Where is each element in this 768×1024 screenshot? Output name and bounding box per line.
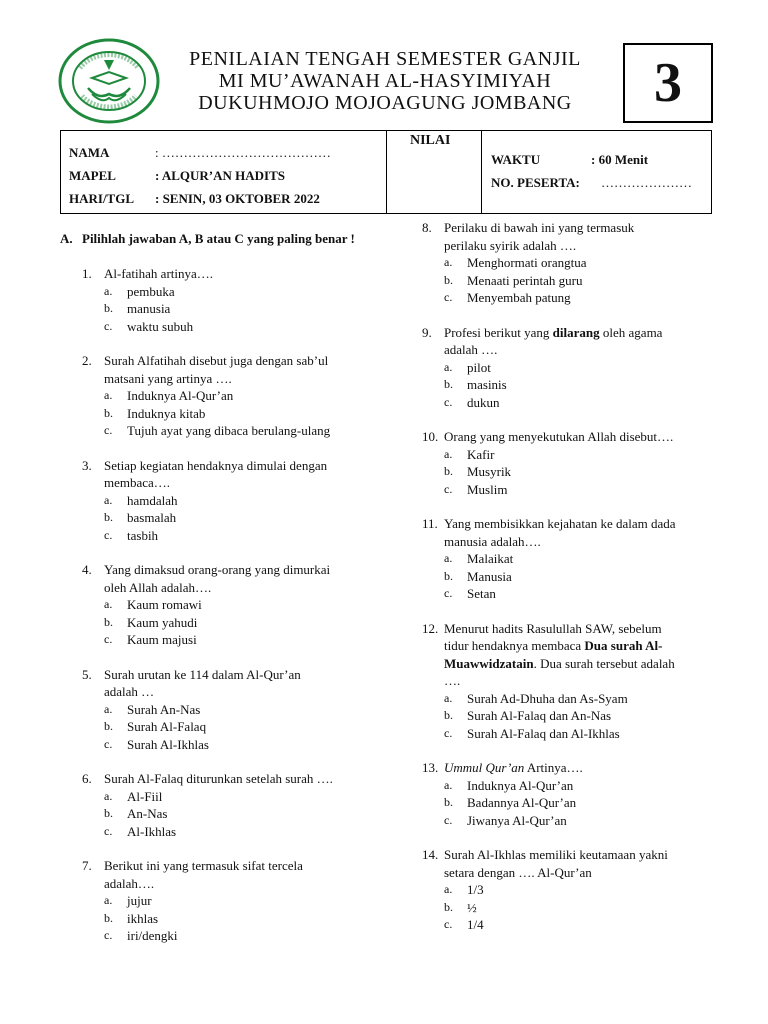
answer-option[interactable] (82, 910, 382, 928)
question-number: 7. (82, 858, 92, 873)
option-letter: c. (444, 290, 453, 304)
question-number: 3. (82, 457, 92, 473)
waktu-value: : 60 Menit (591, 152, 649, 167)
peserta-label: NO. PESERTA: (491, 175, 580, 190)
question-item (422, 846, 722, 934)
question-text (82, 666, 382, 701)
answer-option[interactable] (422, 812, 722, 830)
question-body (422, 620, 722, 690)
question-line: …. (444, 673, 461, 688)
option-letter: c. (104, 527, 113, 542)
question-line: matsani yang artinya …. (104, 370, 232, 386)
option-letter: c. (444, 394, 453, 409)
option-text: Induknya Al-Qur’an (127, 388, 234, 403)
hari-value: : SENIN, 03 OKTOBER 2022 (155, 191, 320, 206)
question-text (82, 352, 382, 387)
question-item (422, 759, 722, 829)
question-line (444, 324, 722, 342)
question-body (82, 857, 382, 892)
answer-option[interactable] (82, 283, 382, 301)
student-info-box (60, 130, 712, 214)
option-text: Manusia (467, 568, 512, 584)
option-letter: b. (444, 377, 453, 391)
option-letter: b. (444, 464, 453, 478)
school-logo (58, 38, 160, 124)
option-letter: b. (104, 614, 113, 629)
question-body (422, 846, 722, 881)
option-letter: b. (104, 510, 113, 524)
answer-option[interactable] (422, 550, 722, 568)
text-span: . Dua surah tersebut adalah (533, 655, 675, 671)
option-text: Surah Ad-Dhuha dan As-Syam (467, 690, 628, 706)
option-letter: a. (104, 597, 113, 611)
question-line (444, 637, 722, 655)
answer-option[interactable] (82, 405, 382, 423)
option-text: Menaati perintah guru (467, 272, 583, 288)
answer-option[interactable] (82, 788, 382, 806)
option-text: pilot (467, 359, 491, 375)
option-letter: a. (104, 893, 113, 907)
page-number: 3 (654, 52, 682, 114)
questions-right-column (422, 219, 722, 951)
question-text (82, 457, 382, 492)
option-letter: c. (104, 736, 113, 751)
hari-label: HARI/TGL (69, 191, 135, 206)
question-text (82, 561, 382, 596)
option-text: Muslim (467, 481, 508, 497)
question-line (444, 655, 722, 673)
option-text: Kaum majusi (127, 632, 197, 647)
question-line: Orang yang menyekutukan Allah disebut…. (444, 429, 674, 444)
question-line: Surah urutan ke 114 dalam Al-Qur’an (104, 666, 301, 682)
answer-option[interactable] (82, 892, 382, 910)
option-letter: a. (444, 446, 453, 461)
exam-title (150, 48, 620, 114)
option-text: Musyrik (467, 464, 512, 479)
title-line-2: MI MU’AWANAH AL-HASYIMIYAH (218, 70, 552, 92)
option-letter: b. (104, 301, 113, 315)
text-span: tidur hendaknya membaca (444, 638, 585, 653)
question-item (422, 620, 722, 743)
answer-option[interactable] (422, 707, 722, 725)
answer-option[interactable] (82, 422, 382, 440)
emphasis-text: dilarang (552, 324, 600, 340)
option-text: Malaikat (467, 551, 514, 566)
question-line: Setiap kegiatan hendaknya dimulai dengan (104, 457, 328, 473)
option-letter: c. (444, 586, 453, 600)
question-line: Al-fatihah artinya…. (104, 266, 214, 281)
emphasis-text: Dua surah Al- (584, 638, 663, 653)
option-text: 1/3 (467, 882, 484, 897)
option-text: Setan (467, 586, 496, 601)
answer-option[interactable] (82, 596, 382, 614)
answer-option[interactable] (422, 585, 722, 603)
option-letter: a. (444, 882, 453, 896)
option-text: Al-Fiil (127, 788, 163, 804)
answer-option[interactable] (82, 527, 382, 545)
option-letter: a. (104, 492, 113, 507)
answer-option[interactable] (422, 916, 722, 934)
option-text: masinis (467, 377, 507, 392)
question-item (422, 219, 722, 307)
option-letter: a. (104, 388, 113, 402)
question-body (82, 666, 382, 701)
question-item (82, 457, 382, 545)
option-letter: a. (444, 777, 453, 792)
answer-option[interactable] (82, 736, 382, 754)
nama-label: NAMA (69, 145, 110, 160)
answer-option[interactable] (82, 631, 382, 649)
question-line: Berikut ini yang termasuk sifat tercela (104, 858, 303, 873)
page-number-box (623, 43, 713, 123)
option-text: manusia (127, 301, 171, 316)
question-line: adalah … (104, 684, 155, 699)
question-item (82, 857, 382, 945)
question-body (82, 265, 382, 283)
option-text: Surah Al-Ikhlas (127, 736, 209, 752)
question-line: Yang membisikkan kejahatan ke dalam dada (444, 516, 676, 531)
option-letter: b. (104, 719, 113, 733)
question-body (422, 515, 722, 550)
section-letter: A. (60, 231, 73, 246)
question-body (82, 352, 382, 387)
answer-option[interactable] (422, 272, 722, 290)
answer-option[interactable] (82, 927, 382, 945)
answer-option[interactable] (422, 690, 722, 708)
option-letter: c. (444, 917, 453, 931)
question-item (82, 265, 382, 335)
divider (481, 131, 482, 213)
answer-option[interactable] (422, 376, 722, 394)
question-line: manusia adalah…. (444, 533, 541, 549)
section-instruction (60, 230, 360, 248)
question-text (422, 620, 722, 690)
option-letter: a. (444, 255, 453, 269)
option-text: waktu subuh (127, 318, 194, 334)
option-text: iri/dengki (127, 928, 178, 943)
option-letter: b. (444, 708, 453, 722)
question-number: 13. (422, 760, 439, 775)
question-body (422, 324, 722, 359)
question-number: 14. (422, 847, 439, 862)
answer-option[interactable] (82, 318, 382, 336)
option-text: Surah Al-Falaq dan Al-Ikhlas (467, 725, 620, 741)
answer-option[interactable] (82, 492, 382, 510)
option-text: Badannya Al-Qur’an (467, 795, 577, 810)
option-letter: b. (104, 806, 113, 820)
question-line: Yang dimaksud orang-orang yang dimurkai (104, 562, 331, 577)
question-body (422, 428, 722, 446)
question-item (82, 352, 382, 440)
question-body (82, 770, 382, 788)
option-letter: c. (444, 812, 453, 827)
question-number: 5. (82, 666, 92, 682)
question-line: Surah Alfatihah disebut juga dengan sab’ul (104, 353, 329, 368)
answer-option[interactable] (422, 568, 722, 586)
question-text (422, 759, 722, 777)
option-text: basmalah (127, 510, 177, 525)
answer-option[interactable] (422, 446, 722, 464)
question-body (82, 561, 382, 596)
answer-option[interactable] (82, 509, 382, 527)
title-line-1: PENILAIAN TENGAH SEMESTER GANJIL (189, 48, 581, 70)
answer-option[interactable] (422, 881, 722, 899)
question-number: 10. (422, 429, 439, 444)
option-text: Surah Al-Falaq (127, 719, 207, 734)
question-text (422, 324, 722, 359)
answer-option[interactable] (422, 254, 722, 272)
italic-term: Ummul Qur’an (444, 760, 525, 775)
question-line: adalah…. (104, 875, 155, 891)
peserta-field[interactable]: ………………… (601, 175, 692, 190)
question-text (422, 428, 722, 446)
option-letter: a. (104, 788, 113, 803)
mapel-value: : ALQUR’AN HADITS (155, 168, 286, 183)
question-body (422, 759, 722, 777)
question-text (82, 770, 382, 788)
question-number: 2. (82, 353, 92, 368)
option-text: jujur (127, 893, 152, 908)
question-text (422, 515, 722, 550)
option-text: Jiwanya Al-Qur’an (467, 812, 567, 828)
answer-option[interactable] (422, 899, 722, 917)
question-item (422, 515, 722, 603)
answer-option[interactable] (422, 481, 722, 499)
option-text: Menghormati orangtua (467, 255, 587, 270)
option-letter: b. (444, 272, 453, 287)
option-text: Induknya kitab (127, 405, 206, 421)
answer-option[interactable] (422, 777, 722, 795)
option-letter: b. (104, 405, 113, 420)
option-letter: a. (444, 359, 453, 374)
answer-option[interactable] (82, 701, 382, 719)
option-text: pembuka (127, 283, 175, 299)
answer-option[interactable] (82, 805, 382, 823)
answer-option[interactable] (422, 289, 722, 307)
question-body (422, 219, 722, 254)
nama-field[interactable]: : ………………………………… (155, 145, 331, 160)
question-number: 11. (422, 516, 438, 531)
option-text: Kaum yahudi (127, 614, 198, 630)
option-letter: b. (444, 899, 453, 914)
question-line: Menurut hadits Rasulullah SAW, sebelum (444, 620, 662, 636)
answer-option[interactable] (82, 823, 382, 841)
option-letter: b. (104, 910, 113, 925)
question-line: Surah Al-Falaq diturunkan setelah surah …. (104, 771, 333, 786)
question-line: Surah Al-Ikhlas memiliki keutamaan yakni (444, 847, 668, 862)
option-letter: b. (444, 795, 453, 809)
option-letter: a. (444, 551, 453, 565)
option-text: 1/4 (467, 917, 484, 932)
question-number: 4. (82, 562, 92, 577)
answer-option[interactable] (422, 725, 722, 743)
question-line: perilaku syirik adalah …. (444, 237, 577, 253)
text-span: Artinya…. (524, 760, 583, 775)
answer-option[interactable] (422, 794, 722, 812)
instruction-text: Pilihlah jawaban A, B atau C yang paling benar ! (82, 231, 355, 246)
option-letter: a. (104, 701, 113, 716)
waktu-label: WAKTU (491, 152, 541, 167)
option-text: Menyembah patung (467, 290, 571, 305)
questions-left-column (82, 265, 382, 962)
question-number: 12. (422, 620, 439, 636)
emphasis-text: Muawwidzatain (444, 655, 534, 671)
question-line: oleh Allah adalah…. (104, 579, 212, 595)
answer-option[interactable] (422, 463, 722, 481)
question-item (82, 561, 382, 649)
mapel-label: MAPEL (69, 168, 116, 183)
question-text (422, 219, 722, 254)
question-line: setara dengan …. Al-Qur’an (444, 864, 592, 880)
question-line: Perilaku di bawah ini yang termasuk (444, 220, 635, 235)
nilai-label: NILAI (410, 133, 451, 148)
option-letter: c. (104, 823, 113, 838)
option-text: tasbih (127, 527, 159, 543)
option-text: An-Nas (127, 806, 168, 821)
question-item (82, 770, 382, 840)
text-span: Profesi berikut yang (444, 324, 553, 340)
option-text: Surah Al-Falaq dan An-Nas (467, 708, 612, 723)
question-item (422, 324, 722, 412)
text-span: oleh agama (599, 324, 663, 340)
question-text (82, 265, 382, 283)
question-item (82, 666, 382, 754)
answer-option[interactable] (82, 387, 382, 405)
option-text: Al-Ikhlas (127, 823, 177, 839)
option-letter: a. (444, 690, 453, 705)
option-text: ikhlas (127, 910, 159, 926)
option-letter: c. (104, 318, 113, 333)
option-text: Kaum romawi (127, 597, 202, 612)
option-text: Kafir (467, 446, 495, 462)
title-line-3: DUKUHMOJO MOJOAGUNG JOMBANG (198, 92, 572, 114)
question-body (82, 457, 382, 492)
option-letter: c. (104, 928, 113, 942)
option-letter: a. (104, 283, 113, 298)
question-item (422, 428, 722, 498)
answer-option[interactable] (82, 718, 382, 736)
option-letter: c. (104, 632, 113, 646)
question-number: 1. (82, 266, 92, 281)
question-line: adalah …. (444, 342, 498, 357)
option-letter: c. (104, 423, 113, 437)
question-number: 6. (82, 771, 92, 786)
question-line: membaca…. (104, 475, 171, 490)
option-letter: b. (444, 568, 453, 583)
option-text: Tujuh ayat yang dibaca berulang-ulang (127, 423, 331, 438)
answer-option[interactable] (422, 359, 722, 377)
question-text (82, 857, 382, 892)
option-text: Surah An-Nas (127, 701, 201, 717)
option-text: Induknya Al-Qur’an (467, 777, 574, 793)
option-letter: c. (444, 481, 453, 496)
answer-option[interactable] (82, 300, 382, 318)
answer-option[interactable] (82, 614, 382, 632)
divider (386, 131, 387, 213)
option-letter: c. (444, 725, 453, 740)
question-line (444, 759, 722, 777)
answer-option[interactable] (422, 394, 722, 412)
question-number: 9. (422, 324, 432, 340)
option-text: dukun (467, 394, 500, 410)
option-text: ½ (467, 899, 477, 915)
question-number: 8. (422, 220, 432, 235)
question-text (422, 846, 722, 881)
option-text: hamdalah (127, 492, 178, 508)
